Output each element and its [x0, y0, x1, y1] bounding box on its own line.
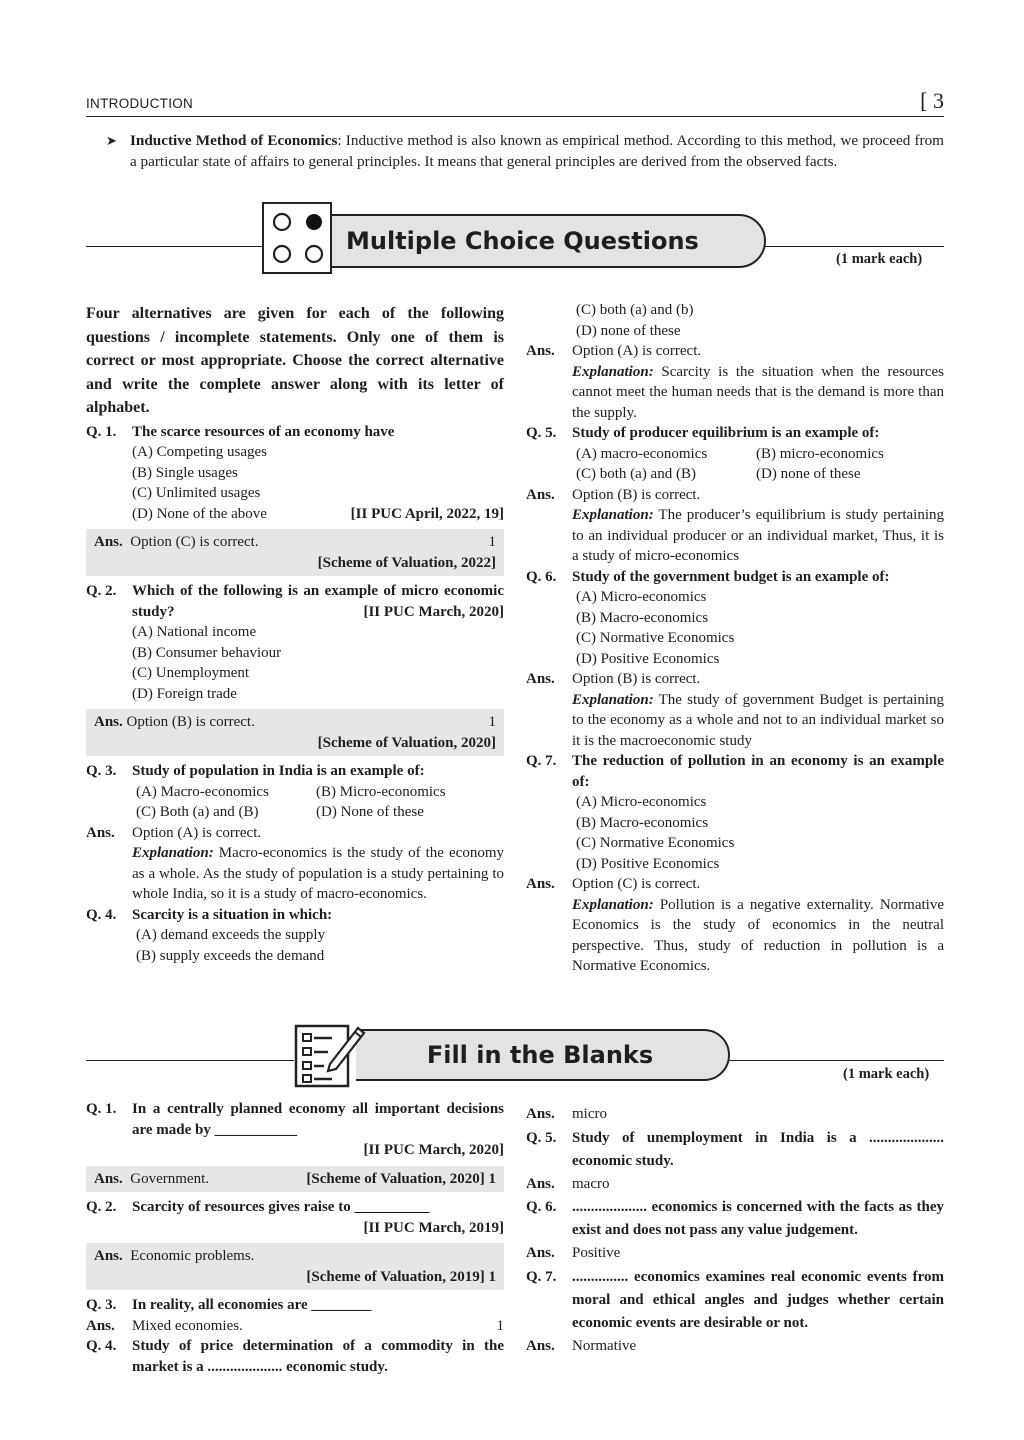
mcq-q1-answer-box: Ans. Option (C) is correct. 1 [Scheme of Valuation, 2022]	[86, 529, 504, 576]
mcq-options-icon	[262, 202, 332, 274]
mcq-q7-option-d: (D) Positive Economics	[576, 855, 720, 872]
fib-q3-answer: Ans. Mixed economies. 1	[86, 1317, 504, 1334]
fib-question-1: Q. 1. In a centrally planned economy all important decisions are made by ___________	[86, 1101, 504, 1138]
section-rule-right	[762, 246, 944, 247]
mcq-q2-option-a: (A) National income	[132, 624, 257, 640]
fib-rule-right	[726, 1060, 944, 1061]
mcq-left-column	[86, 302, 504, 966]
mcq-question-5: Q. 5. Study of producer equilibrium is an example of:	[526, 425, 880, 441]
mcq-question-2: Q. 2. Which of the following is an example of micro economic study? [II PUC March, 2020]	[86, 581, 504, 622]
mcq-banner	[326, 214, 766, 268]
mcq-question-3: Q. 3. Study of population in India is an example of:	[86, 763, 425, 779]
mcq-q4-option-a: (A) demand exceeds the supply	[136, 927, 326, 943]
arrow-bullet-icon: ➤	[106, 133, 117, 148]
mcq-q2-option-d: (D) Foreign trade	[132, 685, 237, 702]
fib-q5-answer: Ans. macro	[526, 1175, 610, 1192]
fib-question-3: Q. 3. In reality, all economies are ________	[86, 1297, 372, 1313]
mcq-q6-explanation: Explanation: The study of government Budget is pertaining to the economy as a whole and not to an individual market so it is the macroeconomic study	[572, 691, 944, 749]
mcq-q1-option-a: (A) Competing usages	[132, 444, 267, 460]
fib-q4-answer: Ans. micro	[526, 1106, 607, 1122]
mcq-q2-ref: [II PUC March, 2020]	[363, 603, 504, 620]
mcq-instructions: Four alternatives are given for each of the following questions / incomplete statements. Only one of them is correct or most appropriate. Choose the correct alternative and write the complete answer along with its letter of alphabet.	[86, 305, 504, 416]
fib-q2-scheme: [Scheme of Valuation, 2019] 1	[306, 1268, 496, 1285]
mcq-q5-option-d: (D) none of these	[756, 466, 861, 482]
mcq-right-column	[526, 300, 944, 977]
fib-marks: (1 mark each)	[843, 1066, 930, 1082]
mcq-q2-answer: Option (B) is correct.	[126, 714, 255, 730]
checklist-pencil-icon	[294, 1024, 356, 1088]
mcq-q3-option-d: (D) None of these	[316, 804, 424, 820]
fib-question-5: Q. 5. Study of unemployment in India is a .................... economic study.	[526, 1129, 944, 1169]
fib-q1-scheme: [Scheme of Valuation, 2020] 1	[306, 1170, 496, 1187]
mcq-marks: (1 mark each)	[836, 251, 923, 267]
mcq-q4-option-b: (B) supply exceeds the demand	[136, 947, 325, 964]
mcq-q4-explanation: Explanation: Scarcity is the situation when the resources cannot meet the human needs that is the demand is more than the supply.	[572, 363, 944, 421]
mcq-q5-option-c: (C) both (a) and (B)	[576, 466, 696, 482]
intro-term: Inductive Method of Economics	[130, 132, 338, 149]
fib-q1-answer-box: Ans. Government. [Scheme of Valuation, 2020] 1	[86, 1166, 504, 1193]
mcq-q6-option-b: (B) Macro-economics	[576, 609, 709, 626]
intro-paragraph	[106, 130, 944, 172]
mcq-q1-option-c: (C) Unlimited usages	[132, 485, 261, 501]
mcq-title: Multiple Choice Questions	[346, 227, 699, 255]
mcq-q6-answer: Ans. Option (B) is correct.	[526, 671, 701, 687]
mcq-q4-option-c: (C) both (a) and (b)	[576, 302, 694, 318]
fib-q2-answer-box: Ans. Economic problems. [Scheme of Valuation, 2019] 1	[86, 1243, 504, 1290]
mcq-q4-option-d: (D) none of these	[576, 322, 681, 339]
mcq-q3-option-c: (C) Both (a) and (B)	[136, 804, 259, 820]
mcq-q1-option-d: (D) None of the above [II PUC April, 2022, 19]	[86, 504, 504, 525]
fib-right-column	[526, 1103, 944, 1358]
mcq-q1-answer: Option (C) is correct.	[130, 534, 259, 550]
mcq-q6-option-d: (D) Positive Economics	[576, 650, 720, 667]
fib-q2-ref: [II PUC March, 2019]	[363, 1219, 504, 1236]
header-rule	[86, 116, 944, 117]
section-rule-left	[86, 246, 264, 247]
mcq-question-4: Q. 4. Scarcity is a situation in which:	[86, 906, 333, 923]
fib-rule-left	[86, 1060, 298, 1061]
mcq-q2-option-b: (B) Consumer behaviour	[132, 644, 282, 661]
mcq-q4-answer: Ans. Option (A) is correct.	[526, 343, 702, 359]
fib-question-2: Q. 2. Scarcity of resources gives raise to __________	[86, 1199, 430, 1215]
intro-text: : Inductive method is also known as empirical method. According to this method, we proceed from a particular state of affairs to general principles. It means that general principles are derived from the observed facts.	[130, 132, 944, 170]
fib-question-7: Q. 7. ............... economics examines real economic events from moral and ethical angles and judges whether certain economic events are desirable or not.	[526, 1268, 944, 1331]
mcq-q6-option-a: (A) Micro-economics	[576, 589, 707, 605]
mcq-q5-option-a: (A) macro-economics	[576, 445, 708, 462]
fib-title: Fill in the Blanks	[426, 1041, 654, 1069]
mcq-q1-ref: [II PUC April, 2022, 19]	[350, 505, 504, 522]
mcq-q3-explanation: Explanation: Macro-economics is the study of the economy as a whole. As the study of population is a study pertaining to whole India, so it is a study of macro-economics.	[132, 845, 504, 902]
mcq-q3-answer: Ans. Option (A) is correct.	[86, 824, 262, 841]
fib-banner	[350, 1029, 730, 1081]
fib-q6-answer: Ans. Positive	[526, 1245, 621, 1261]
mcq-q2-scheme: [Scheme of Valuation, 2020]	[317, 734, 496, 751]
mcq-q2-answer-box: Ans. Option (B) is correct. 1 [Scheme of Valuation, 2020]	[86, 709, 504, 756]
fib-q1-answer: Government.	[130, 1170, 209, 1187]
mcq-q2-option-c: (C) Unemployment	[132, 665, 250, 681]
fib-question-6: Q. 6. .................... economics is concerned with the facts as they exist and does not pass any value judgement.	[526, 1199, 944, 1238]
mcq-question-7: Q. 7. The reduction of pollution in an economy is an example of:	[526, 753, 944, 790]
mcq-q3-option-a: (A) Macro-economics	[136, 783, 269, 800]
mcq-q5-explanation: Explanation: The producer’s equilibrium is study pertaining to an individual producer or an individual market, Thus, it is a study of micro-economics	[572, 507, 944, 564]
page-number: [ 3	[920, 88, 944, 113]
mcq-question-1: Q. 1. The scarce resources of an economy have	[86, 423, 395, 440]
mcq-q1-option-b: (B) Single usages	[132, 464, 238, 481]
fib-q1-ref: [II PUC March, 2020]	[363, 1142, 504, 1158]
fib-q7-answer: Ans. Normative	[526, 1337, 637, 1354]
mcq-q5-answer: Ans. Option (B) is correct.	[526, 486, 701, 503]
mcq-q7-explanation: Explanation: Pollution is a negative externality. Normative Economics is the study of economics in the neutral perspective. Thus, study of reduction in pollution is a Normative Economics.	[572, 896, 944, 974]
mcq-q3-option-b: (B) Micro-economics	[316, 783, 446, 800]
mcq-q5-option-b: (B) micro-economics	[756, 445, 884, 462]
running-header: INTRODUCTION	[86, 96, 194, 111]
mcq-q1-scheme: [Scheme of Valuation, 2022]	[317, 554, 496, 571]
mcq-q7-answer: Ans. Option (C) is correct.	[526, 876, 701, 892]
fib-left-column	[86, 1099, 504, 1377]
mcq-question-6: Q. 6. Study of the government budget is an example of:	[526, 568, 890, 585]
fib-q2-answer: Economic problems.	[130, 1248, 255, 1264]
mcq-q7-option-b: (B) Macro-economics	[576, 814, 709, 831]
fib-question-4: Q. 4. Study of price determination of a commodity in the market is a .................... economic study.	[86, 1338, 504, 1375]
mcq-q7-option-a: (A) Micro-economics	[576, 794, 707, 810]
mcq-q6-option-c: (C) Normative Economics	[576, 630, 735, 646]
mcq-q7-option-c: (C) Normative Economics	[576, 835, 735, 851]
